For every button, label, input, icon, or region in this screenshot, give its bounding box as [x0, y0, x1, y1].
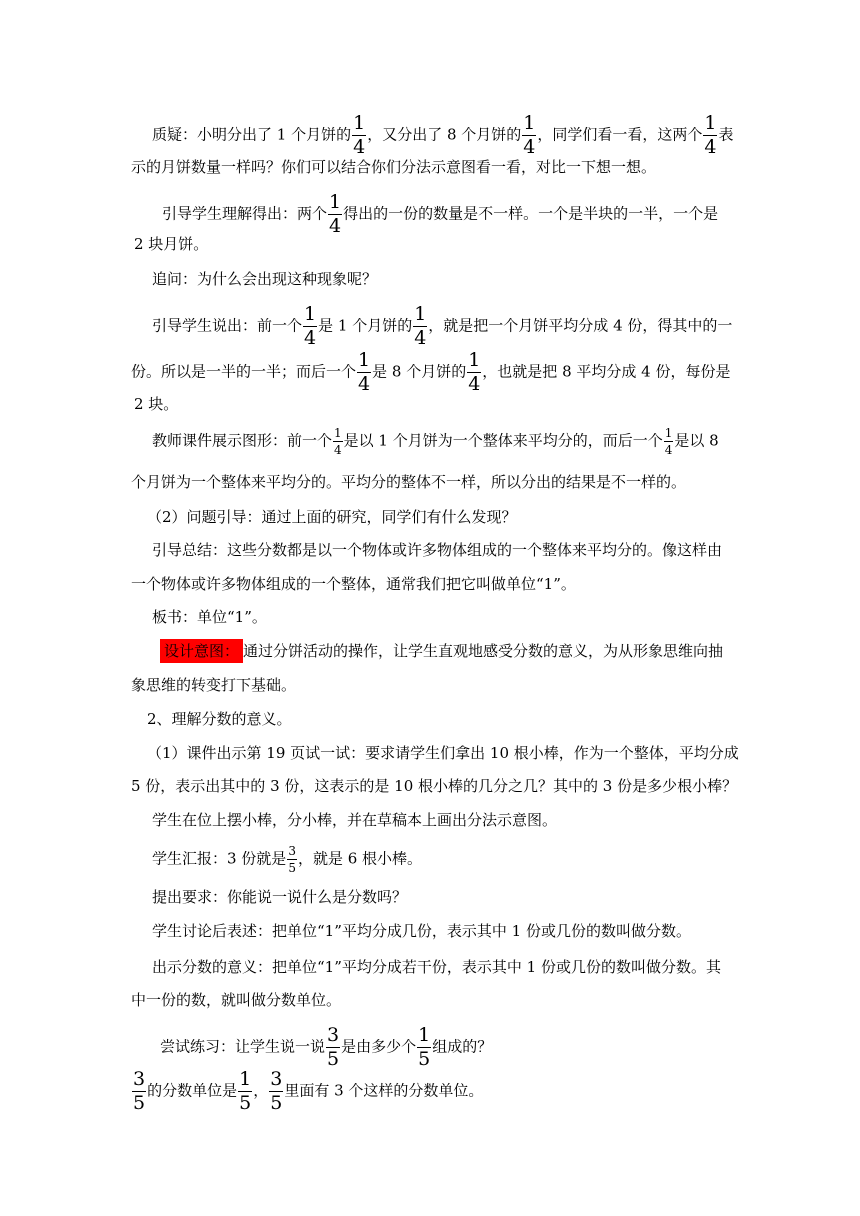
- paragraph-guide-say-line2: [131, 351, 730, 394]
- text: 是以 1 个月饼为一个整体来平均分的，而后一个: [343, 431, 663, 450]
- paragraph-unit-explanation: [131, 1070, 483, 1113]
- paragraph-design-intent-line2: 象思维的转变打下基础。: [131, 676, 297, 694]
- fraction-three-fifths: $\frac{3}{5}$: [270, 1068, 283, 1114]
- fraction-one-quarter: $\frac{1}{4}$: [414, 303, 427, 349]
- text: 质疑：小明分出了 1 个月饼的: [152, 125, 352, 144]
- paragraph-courseware-line1: [152, 427, 719, 456]
- text: 引导学生说出：前一个: [152, 316, 303, 335]
- design-intent-label: 设计意图：: [160, 639, 243, 663]
- paragraph-design-intent-line1: [160, 639, 723, 663]
- paragraph-courseware-line2: 个月饼为一个整体来平均分的。平均分的整体不一样，所以分出的结果是不一样的。: [131, 473, 687, 491]
- text: 得出的一份的数量是不一样。一个是半块的一半，一个是: [343, 204, 719, 223]
- fraction-one-quarter: $\frac{1}{4}$: [304, 303, 317, 349]
- text: 份。所以是一半的一半；而后一个: [131, 362, 357, 381]
- text: 是 8 个月饼的: [372, 362, 467, 381]
- fraction-one-quarter: $\frac{1}{4}$: [329, 191, 342, 237]
- paragraph-follow-up: 追问：为什么会出现这种现象呢？: [152, 270, 378, 288]
- text: ，同学们看一看，这两个: [537, 125, 703, 144]
- paragraph-practice: [160, 1026, 492, 1069]
- paragraph-try-line1: （1）课件出示第 19 页试一试：要求请学生们拿出 10 根小棒，作为一个整体，平均分成: [147, 744, 739, 762]
- text: 表: [718, 125, 734, 144]
- text: 学生汇报：3 份就是: [152, 849, 287, 868]
- fraction-three-fifths: $\frac{3}{5}$: [288, 844, 296, 875]
- text: 是以 8: [674, 431, 719, 450]
- fraction-one-quarter: $\frac{1}{4}$: [353, 112, 366, 158]
- text: 教师课件展示图形：前一个: [152, 431, 333, 450]
- text: 的分数单位是: [147, 1081, 238, 1100]
- paragraph-doubt-line1: [152, 114, 734, 157]
- fraction-one-quarter: $\frac{1}{4}$: [334, 426, 342, 457]
- text: ，也就是把 8 平均分成 4 份，每份是: [482, 362, 731, 381]
- paragraph-question-guide: （2）问题引导：通过上面的研究，同学们有什么发现？: [147, 508, 517, 526]
- paragraph-students-sticks: 学生在位上摆小棒，分小棒，并在草稿本上画出分法示意图。: [152, 811, 558, 829]
- fraction-one-quarter: $\frac{1}{4}$: [468, 349, 481, 395]
- text: ，: [253, 1081, 269, 1100]
- text: 是 1 个月饼的: [318, 316, 413, 335]
- paragraph-board: 板书：单位“1”。: [152, 608, 267, 626]
- text: 尝试练习：让学生说一说: [160, 1037, 326, 1056]
- paragraph-try-line2: 5 份，表示出其中的 3 份，这表示的是 10 根小棒的几分之几？其中的 3 份是多少根小棒？: [131, 777, 738, 795]
- paragraph-meaning-line2: 中一份的数，就叫做分数单位。: [131, 991, 342, 1009]
- paragraph-summary-line1: 引导总结：这些分数都是以一个物体或许多物体组成的一个整体来平均分的。像这样由: [152, 541, 723, 559]
- paragraph-doubt-line2: 示的月饼数量一样吗？你们可以结合你们分法示意图看一看，对比一下想一想。: [131, 158, 657, 176]
- paragraph-request: 提出要求：你能说一说什么是分数吗？: [152, 888, 408, 906]
- paragraph-report: [152, 845, 422, 874]
- fraction-one-quarter: $\frac{1}{4}$: [358, 349, 371, 395]
- paragraph-guide-say-line1: [152, 305, 732, 348]
- text: ，又分出了 8 个月饼的: [367, 125, 522, 144]
- text: ，就是把一个月饼平均分成 4 份，得其中的一: [428, 316, 733, 335]
- fraction-one-quarter: $\frac{1}{4}$: [704, 112, 717, 158]
- paragraph-guide-say-line3: 2 块。: [134, 395, 179, 413]
- fraction-one-fifth: $\frac{1}{5}$: [418, 1024, 431, 1070]
- fraction-one-quarter: $\frac{1}{4}$: [523, 112, 536, 158]
- text: 通过分饼活动的操作，让学生直观地感受分数的意义，为从形象思维向抽: [243, 642, 724, 660]
- paragraph-meaning-line1: 出示分数的意义：把单位“1”平均分成若干份，表示其中 1 份或几份的数叫做分数。其: [152, 958, 721, 976]
- text: 是由多少个: [341, 1037, 417, 1056]
- fraction-one-quarter: $\frac{1}{4}$: [664, 426, 673, 457]
- section-heading: 2、理解分数的意义。: [147, 710, 292, 728]
- fraction-three-fifths: $\frac{3}{5}$: [327, 1024, 340, 1070]
- paragraph-guide-understand-line1: [162, 193, 718, 236]
- text: ，就是 6 根小棒。: [297, 849, 423, 868]
- paragraph-discussion: 学生讨论后表述：把单位“1”平均分成几份，表示其中 1 份或几份的数叫做分数。: [152, 922, 691, 940]
- fraction-one-fifth: $\frac{1}{5}$: [239, 1068, 252, 1114]
- paragraph-summary-line2: 一个物体或许多物体组成的一个整体，通常我们把它叫做单位“1”。: [131, 575, 576, 593]
- paragraph-guide-understand-line2: 2 块月饼。: [134, 235, 209, 253]
- text: 引导学生理解得出：两个: [162, 204, 328, 223]
- text: 里面有 3 个这样的分数单位。: [284, 1081, 484, 1100]
- fraction-three-fifths: $\frac{3}{5}$: [133, 1068, 146, 1114]
- text: 组成的？: [432, 1037, 493, 1056]
